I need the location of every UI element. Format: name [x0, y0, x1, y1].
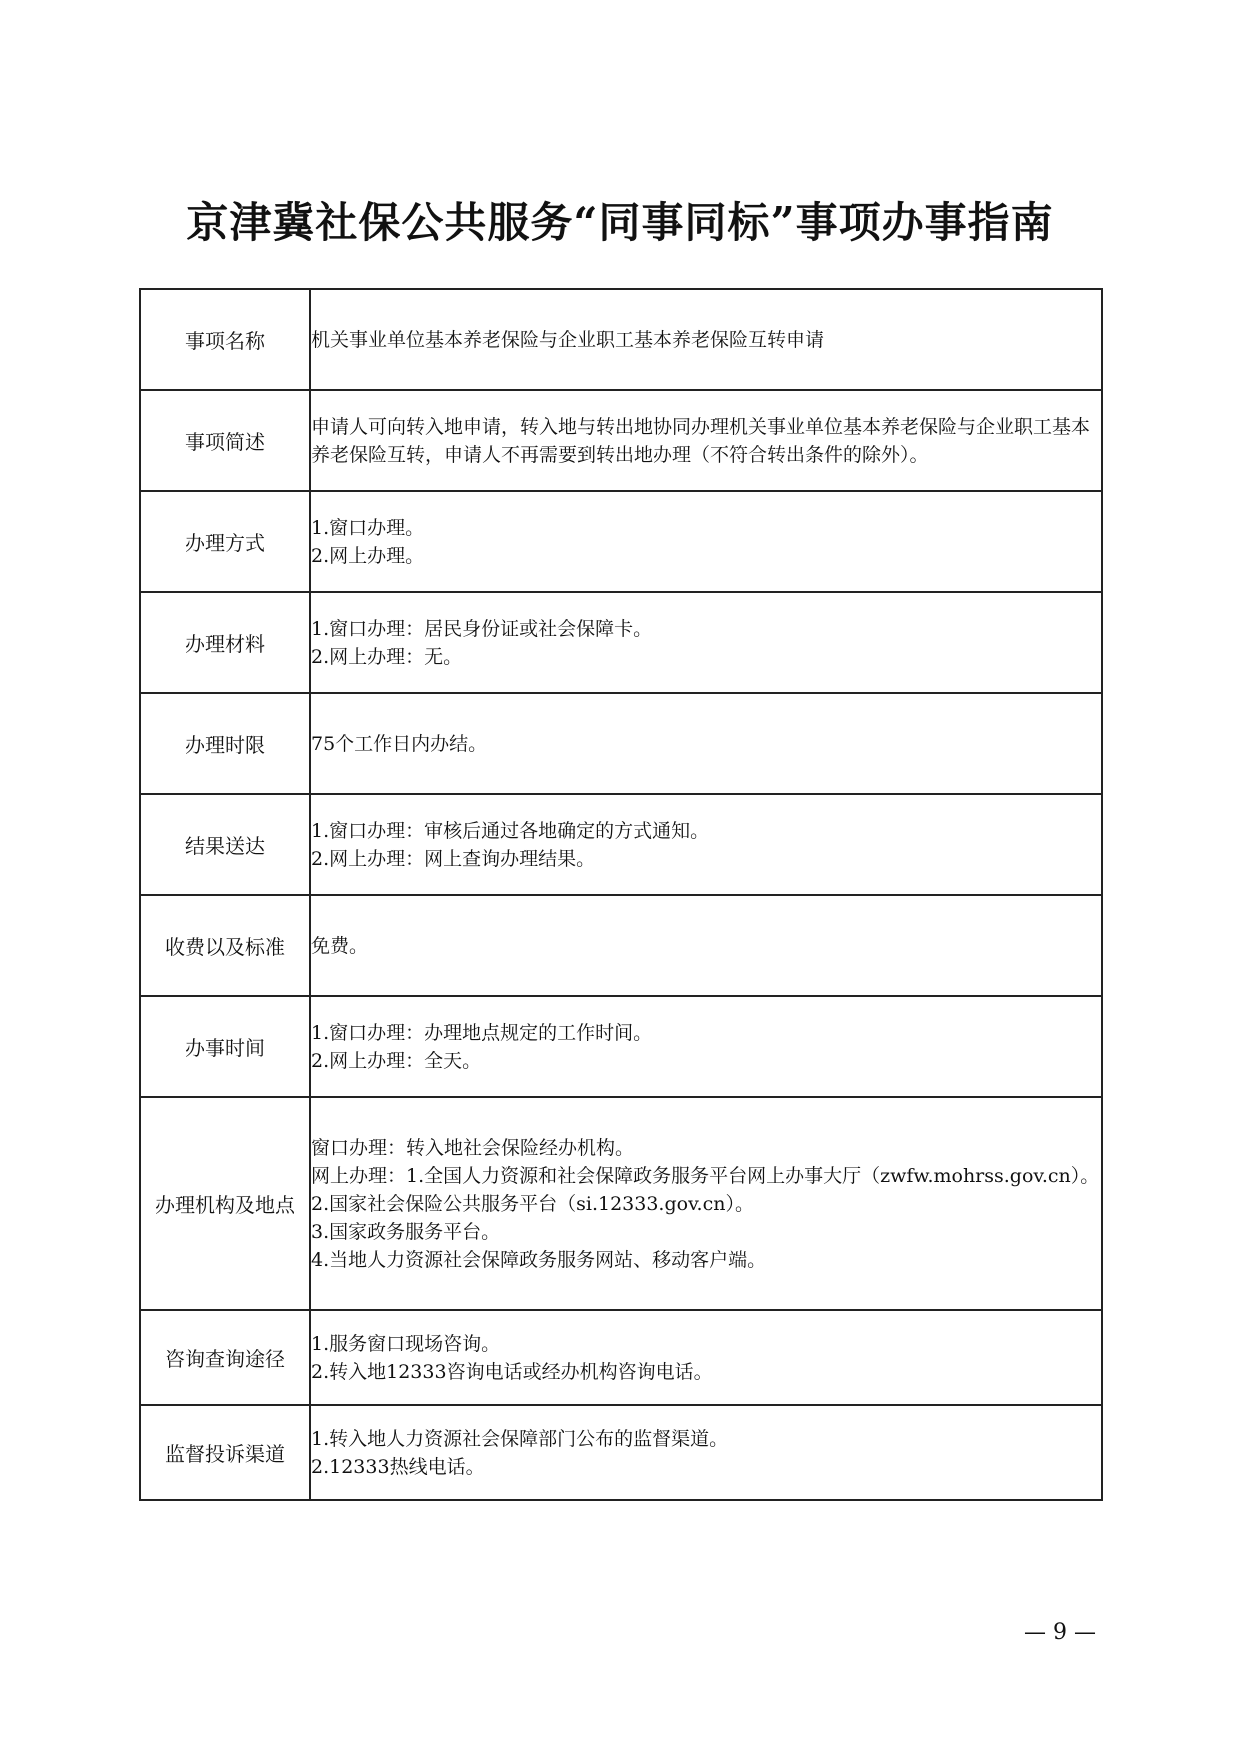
value-line: 1.窗口办理：办理地点规定的工作时间。: [311, 1021, 653, 1044]
value-line: 1.转入地人力资源社会保障部门公布的监督渠道。: [311, 1427, 729, 1450]
value-line: 免费。: [311, 934, 369, 957]
value-line: 2.转入地12333咨询电话或经办机构咨询电话。: [311, 1360, 713, 1383]
table-row: [140, 390, 1102, 491]
row-value: [310, 996, 1102, 1097]
table-row: [140, 1097, 1102, 1310]
value-line: 1.窗口办理：审核后通过各地确定的方式通知。: [311, 819, 710, 842]
value-line: 网上办理：1.全国人力资源和社会保障政务服务平台网上办事大厅（zwfw.mohrss.gov.cn）。: [311, 1164, 1100, 1187]
row-label: 监督投诉渠道: [140, 1405, 310, 1500]
row-value: [310, 693, 1102, 794]
row-value: [310, 895, 1102, 996]
value-line: 1.窗口办理：居民身份证或社会保障卡。: [311, 617, 653, 640]
row-label: 结果送达: [140, 794, 310, 895]
row-label: 咨询查询途径: [140, 1310, 310, 1405]
row-label: 事项名称: [140, 289, 310, 390]
row-value: [310, 1405, 1102, 1500]
row-label: 办理材料: [140, 592, 310, 693]
row-label: 事项简述: [140, 390, 310, 491]
table-row: [140, 895, 1102, 996]
table-row: [140, 1405, 1102, 1500]
value-line: 2.网上办理：网上查询办理结果。: [311, 847, 596, 870]
table-row: [140, 491, 1102, 592]
value-line: 申请人可向转入地申请，转入地与转出地协同办理机关事业单位基本养老保险与企业职工基本养老保险互转，申请人不再需要到转出地办理（不符合转出条件的除外）。: [311, 415, 1091, 466]
table-row: [140, 592, 1102, 693]
value-line: 75个工作日内办结。: [311, 732, 488, 755]
value-line: 1.窗口办理。: [311, 516, 425, 539]
page-number: — 9 —: [1024, 1620, 1096, 1645]
value-line: 1.服务窗口现场咨询。: [311, 1332, 501, 1355]
service-guide-table: [139, 288, 1103, 1501]
row-label: 办理方式: [140, 491, 310, 592]
row-label: 办理时限: [140, 693, 310, 794]
row-value: [310, 592, 1102, 693]
row-value: [310, 390, 1102, 491]
row-value: [310, 1310, 1102, 1405]
table-row: [140, 693, 1102, 794]
table-row: [140, 289, 1102, 390]
row-label: 收费以及标准: [140, 895, 310, 996]
value-line: 3.国家政务服务平台。: [311, 1220, 501, 1243]
row-value: [310, 289, 1102, 390]
value-line: 2.12333热线电话。: [311, 1455, 485, 1478]
row-label: 办理机构及地点: [140, 1097, 310, 1310]
value-line: 2.网上办理：无。: [311, 645, 463, 668]
value-line: 2.网上办理：全天。: [311, 1049, 482, 1072]
page-title: 京津冀社保公共服务“同事同标”事项办事指南: [186, 198, 1054, 247]
value-line: 2.网上办理。: [311, 544, 425, 567]
table-row: [140, 1310, 1102, 1405]
table-row: [140, 996, 1102, 1097]
row-value: [310, 794, 1102, 895]
value-line: 机关事业单位基本养老保险与企业职工基本养老保险互转申请: [311, 328, 825, 351]
value-line: 2.国家社会保险公共服务平台（si.12333.gov.cn）。: [311, 1192, 754, 1215]
table-row: [140, 794, 1102, 895]
row-value: [310, 1097, 1102, 1310]
row-value: [310, 491, 1102, 592]
value-line: 4.当地人力资源社会保障政务服务网站、移动客户端。: [311, 1248, 767, 1271]
row-label: 办事时间: [140, 996, 310, 1097]
value-line: 窗口办理：转入地社会保险经办机构。: [311, 1136, 635, 1159]
